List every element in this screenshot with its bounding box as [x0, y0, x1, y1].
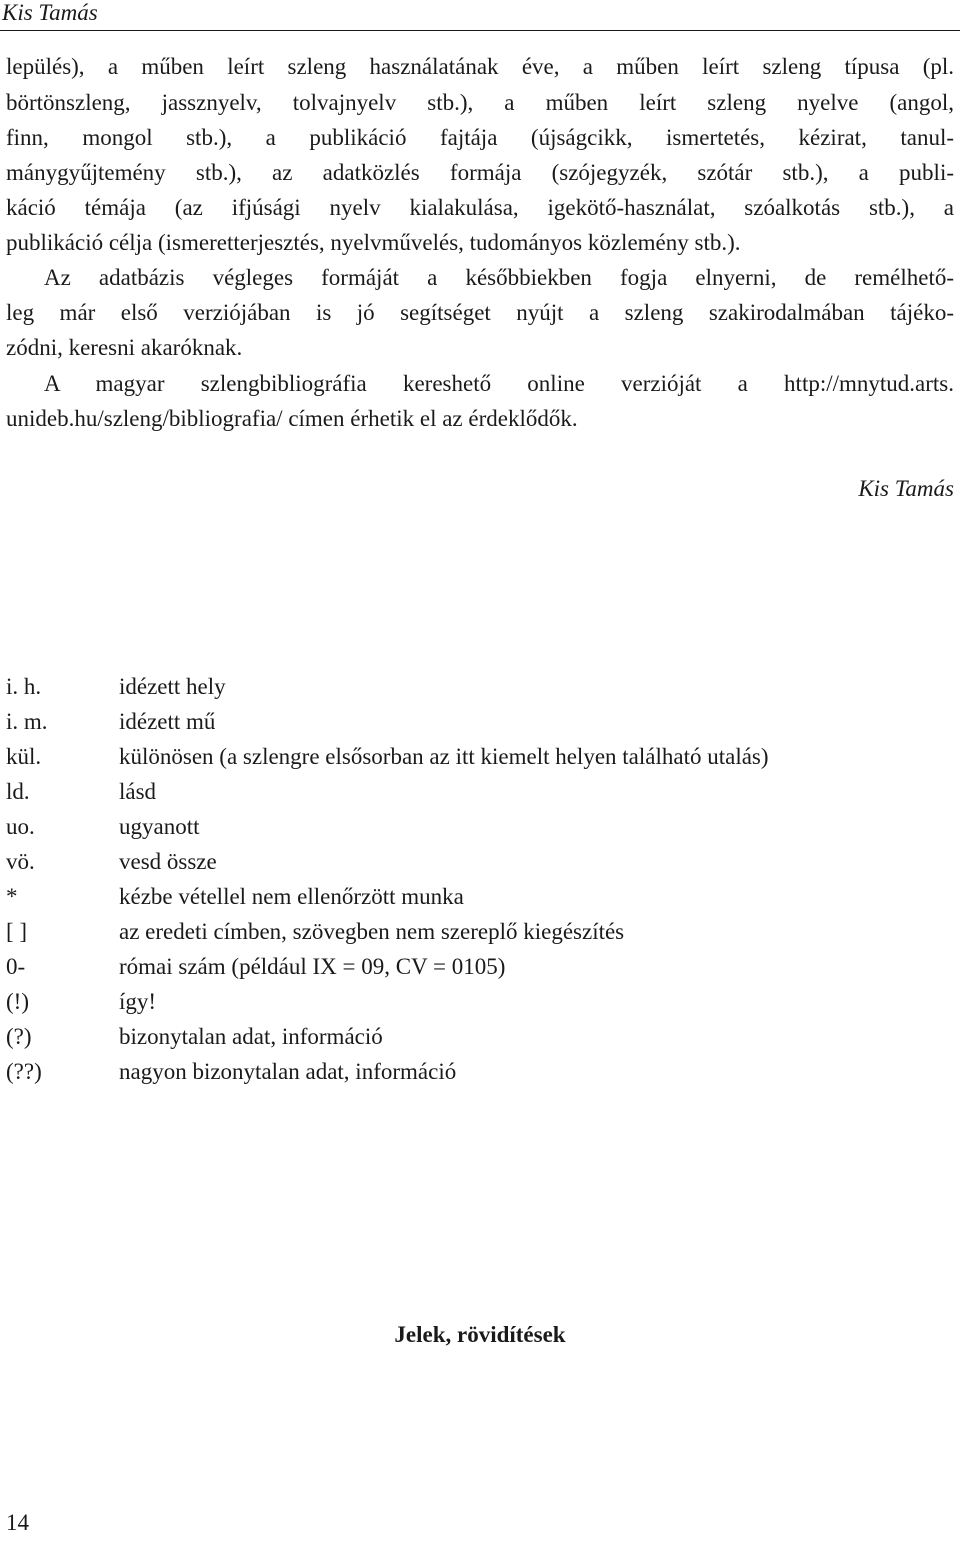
abbreviation-term: * — [6, 884, 18, 909]
body-line: lepülés), a műben leírt szleng használatának éve, a műben leírt szleng típusa (pl. — [6, 54, 954, 79]
abbreviation-term: i. m. — [6, 709, 48, 734]
page-number: 14 — [6, 1510, 29, 1535]
abbreviation-definition: az eredeti címben, szövegben nem szereplő kiegészítés — [119, 919, 625, 944]
header-rule — [0, 30, 960, 31]
abbreviation-term: kül. — [6, 744, 42, 769]
body-line: Az adatbázis végleges formáját a későbbiekben fogja elnyerni, de remélhető- — [44, 265, 954, 290]
abbreviation-definition: római szám (például IX = 09, CV = 0105) — [119, 954, 506, 979]
body-line: mánygyűjtemény stb.), az adatközlés formája (szójegyzék, szótár stb.), a publi- — [6, 160, 954, 185]
abbreviation-term: 0- — [6, 954, 26, 979]
abbreviation-term: vö. — [6, 849, 35, 874]
abbreviation-definition: idézett mű — [119, 709, 216, 734]
abbreviation-definition: lásd — [119, 779, 157, 804]
body-line: káció témája (az ifjúsági nyelv kialakulása, igekötő-használat, szóalkotás stb.), a — [6, 195, 954, 220]
abbreviation-definition: így! — [119, 989, 157, 1014]
abbreviation-term: uo. — [6, 814, 35, 839]
abbreviation-term: (?) — [6, 1024, 32, 1049]
body-line: zódni, keresni akaróknak. — [6, 335, 243, 360]
abbreviation-term: (!) — [6, 989, 29, 1014]
abbreviation-definition: idézett hely — [119, 674, 226, 699]
body-line: publikáció célja (ismeretterjesztés, nyelvművelés, tudományos közlemény stb.). — [6, 230, 741, 255]
abbreviation-term: i. h. — [6, 674, 42, 699]
section-title: Jelek, rövidítések — [394, 1322, 566, 1347]
abbreviation-definition: bizonytalan adat, információ — [119, 1024, 383, 1049]
abbreviation-term: ld. — [6, 779, 30, 804]
body-line: A magyar szlengbibliográfia kereshető online verzióját a http://mnytud.arts. — [44, 371, 954, 396]
abbreviation-definition: vesd össze — [119, 849, 217, 874]
abbreviation-term: [ ] — [6, 919, 28, 944]
body-line: börtönszleng, jassznyelv, tolvajnyelv stb.), a műben leírt szleng nyelve (angol, — [6, 90, 954, 115]
body-line: unideb.hu/szleng/bibliografia/ címen érhetik el az érdeklődők. — [6, 406, 578, 431]
abbreviation-definition: ugyanott — [119, 814, 200, 839]
body-line: finn, mongol stb.), a publikáció fajtája (újságcikk, ismertetés, kézirat, tanul- — [6, 125, 954, 150]
abbreviation-definition: kézbe vétellel nem ellenőrzött munka — [119, 884, 464, 909]
abbreviation-definition: nagyon bizonytalan adat, információ — [119, 1059, 457, 1084]
abbreviation-definition: különösen (a szlengre elsősorban az itt kiemelt helyen található utalás) — [119, 744, 769, 769]
running-head: Kis Tamás — [2, 0, 98, 25]
author-signature: Kis Tamás — [858, 476, 954, 501]
abbreviation-term: (??) — [6, 1059, 42, 1084]
body-line: leg már első verziójában is jó segítséget nyújt a szleng szakirodalmában tájéko- — [6, 300, 954, 325]
